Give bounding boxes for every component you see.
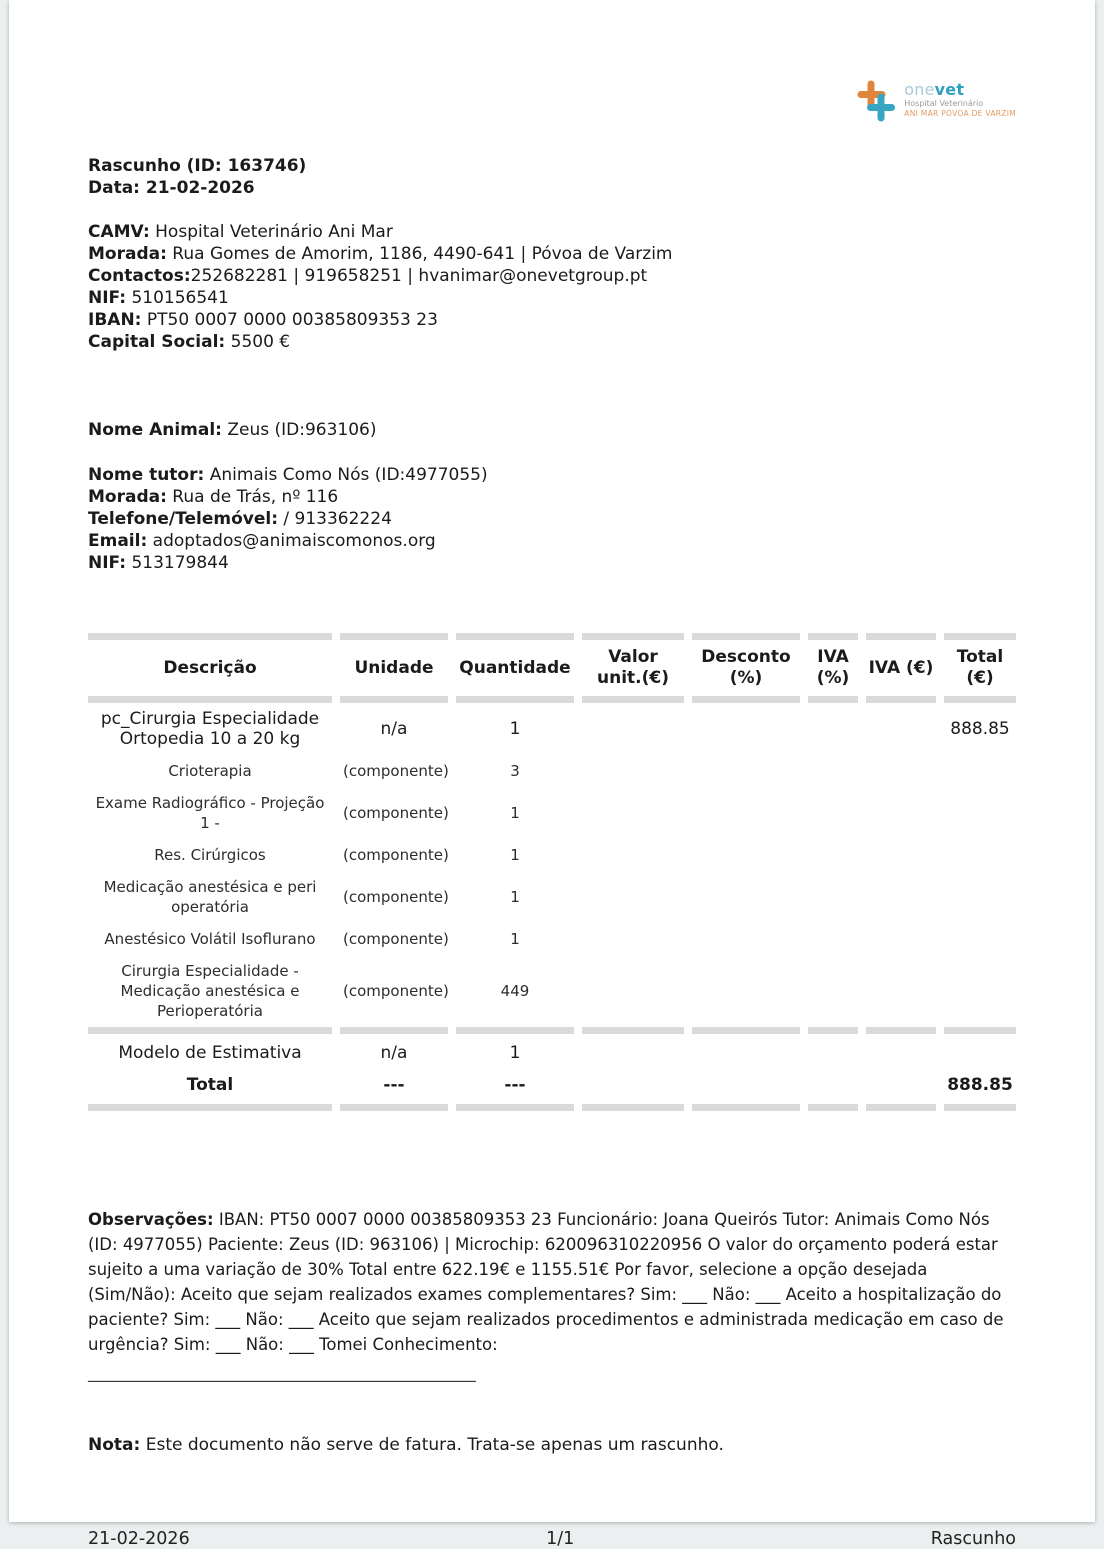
field-telefone-value: / 913362224	[278, 509, 392, 529]
field-morada-tutor-label: Morada:	[88, 487, 167, 507]
column-header-iva_pct: IVA (%)	[808, 633, 858, 703]
items-table	[80, 633, 1024, 1111]
cell-iva_pct	[808, 1027, 858, 1069]
field-morada-tutor	[88, 486, 1016, 508]
cell-unit: (componente)	[343, 804, 449, 822]
cell-description: Crioterapia	[168, 762, 252, 780]
field-contactos-value: 252682281 | 919658251 | hvanimar@onevetgroup.pt	[190, 266, 648, 286]
cell-total	[944, 787, 1016, 839]
table-row-component	[88, 871, 1016, 923]
cell-iva_pct	[808, 755, 858, 787]
field-telefone-label: Telefone/Telemóvel:	[88, 509, 278, 529]
field-nif-tutor-value: 513179844	[126, 553, 229, 573]
cell-iva_eur	[866, 955, 936, 1027]
clinic-info	[88, 221, 1016, 353]
footer-date: 21-02-2026	[88, 1529, 190, 1549]
cell-iva_eur	[866, 787, 936, 839]
cell-description: pc_Cirurgia Especialidade Ortopedia 10 a 20 kg	[100, 709, 320, 749]
draft-title: Rascunho (ID: 163746)	[88, 156, 307, 176]
table-row-component	[88, 839, 1016, 871]
cell-total	[944, 839, 1016, 871]
cell-desconto_pct	[692, 955, 800, 1027]
field-iban-label: IBAN:	[88, 310, 142, 330]
field-morada	[88, 243, 1016, 265]
note	[88, 1434, 1016, 1457]
cell-description: Modelo de Estimativa	[88, 1027, 332, 1069]
field-camv-label: CAMV:	[88, 222, 150, 242]
items-table-header	[88, 633, 1016, 703]
cell-valor_unit	[582, 839, 684, 871]
table-row-package	[88, 703, 1016, 755]
column-header-description: Descrição	[88, 633, 332, 703]
animal-info	[88, 419, 1016, 441]
column-header-total: Total (€)	[944, 633, 1016, 703]
cell-iva_eur	[866, 871, 936, 923]
field-nif-tutor-label: NIF:	[88, 553, 127, 573]
cell-valor_unit	[582, 923, 684, 955]
field-capital-social-value: 5500 €	[225, 332, 291, 352]
observations-label: Observações:	[88, 1210, 214, 1229]
cell-valor_unit	[582, 871, 684, 923]
cell-total	[944, 871, 1016, 923]
cell-description: Medicação anestésica e peri operatória	[103, 878, 317, 916]
items-table-body	[88, 703, 1016, 1111]
field-nome-animal-label: Nome Animal:	[88, 420, 222, 440]
cell-qty: 1	[510, 930, 520, 948]
cell-qty: 1	[510, 846, 520, 864]
draft-date: Data: 21-02-2026	[88, 178, 255, 198]
cell-valor_unit	[582, 1069, 684, 1111]
cell-desconto_pct	[692, 923, 800, 955]
cell-iva_pct	[808, 1069, 858, 1111]
cell-valor_unit	[582, 787, 684, 839]
field-nome-tutor-value: Animais Como Nós (ID:4977055)	[204, 465, 488, 485]
field-email	[88, 530, 1016, 552]
table-row-component	[88, 755, 1016, 787]
cell-iva_pct	[808, 839, 858, 871]
field-nif	[88, 287, 1016, 309]
header-row	[88, 633, 1016, 703]
tutor-info	[88, 464, 1016, 574]
cell-unit: (componente)	[343, 762, 449, 780]
cell-desconto_pct	[692, 787, 800, 839]
field-morada-value: Rua Gomes de Amorim, 1186, 4490-641 | Póvoa de Varzim	[166, 244, 673, 264]
cell-iva_pct	[808, 703, 858, 755]
cell-description: Cirurgia Especialidade - Medicação anestésica e Perioperatória	[120, 962, 300, 1020]
cell-desconto_pct	[692, 703, 800, 755]
field-nif-value: 510156541	[126, 288, 229, 308]
table-row-component	[88, 787, 1016, 839]
table-row-model	[88, 1027, 1016, 1069]
cell-total: 888.85	[950, 719, 1010, 739]
brand-name: onevet	[904, 80, 965, 99]
cell-iva_eur	[866, 755, 936, 787]
note-label: Nota:	[88, 1435, 141, 1455]
cell-description: Exame Radiográfico - Projeção 1 -	[95, 794, 325, 832]
page-content	[9, 78, 1095, 1549]
field-morada-tutor-value: Rua de Trás, nº 116	[166, 487, 339, 507]
field-camv	[88, 221, 1016, 243]
field-nome-animal-value: Zeus (ID:963106)	[221, 420, 377, 440]
cell-description: Anestésico Volátil Isoflurano	[104, 930, 316, 948]
cell-iva_eur	[866, 923, 936, 955]
cell-total	[944, 1027, 1016, 1069]
cell-unit: (componente)	[343, 930, 449, 948]
observations	[88, 1207, 1016, 1357]
cell-iva_pct	[808, 923, 858, 955]
cell-desconto_pct	[692, 1027, 800, 1069]
cell-unit: (componente)	[343, 888, 449, 906]
cell-desconto_pct	[692, 839, 800, 871]
cell-iva_eur	[866, 703, 936, 755]
cell-total	[944, 755, 1016, 787]
cell-iva_eur	[866, 839, 936, 871]
cell-unit: (componente)	[343, 846, 449, 864]
cell-qty: 3	[510, 762, 520, 780]
footer-doc-type: Rascunho	[930, 1529, 1016, 1549]
column-header-desconto_pct: Desconto (%)	[692, 633, 800, 703]
cell-desconto_pct	[692, 755, 800, 787]
cell-unit: ---	[340, 1069, 448, 1111]
field-nome-tutor	[88, 464, 1016, 486]
clinic-logo	[88, 78, 1016, 128]
pdf-page	[9, 0, 1095, 1549]
field-nif-label: NIF:	[88, 288, 127, 308]
cell-valor_unit	[582, 703, 684, 755]
cell-description: Res. Cirúrgicos	[154, 846, 266, 864]
cell-qty: 449	[500, 982, 530, 1000]
field-contactos-label: Contactos:	[88, 266, 191, 286]
cell-total	[944, 923, 1016, 955]
cell-iva_pct	[808, 871, 858, 923]
cell-iva_eur	[866, 1027, 936, 1069]
page-footer	[88, 1529, 1016, 1549]
field-nif-tutor	[88, 552, 1016, 574]
table-row-component	[88, 955, 1016, 1027]
cell-qty: 1	[509, 719, 521, 739]
field-capital-social	[88, 331, 1016, 353]
cell-qty: 1	[510, 804, 520, 822]
footer-page-number: 1/1	[546, 1529, 575, 1549]
field-morada-label: Morada:	[88, 244, 167, 264]
field-contactos	[88, 265, 1016, 287]
field-nome-animal	[88, 419, 1016, 441]
cell-desconto_pct	[692, 871, 800, 923]
column-header-unit: Unidade	[340, 633, 448, 703]
cell-valor_unit	[582, 755, 684, 787]
brand-subtitle: Hospital Veterinário	[904, 99, 984, 108]
column-header-valor_unit: Valor unit.(€)	[582, 633, 684, 703]
cell-unit: n/a	[340, 1027, 448, 1069]
field-capital-social-label: Capital Social:	[88, 332, 226, 352]
field-camv-value: Hospital Veterinário Ani Mar	[149, 222, 393, 242]
cell-qty: ---	[456, 1069, 574, 1111]
cell-iva_pct	[808, 787, 858, 839]
field-iban-value: PT50 0007 0000 00385809353 23	[141, 310, 438, 330]
field-iban	[88, 309, 1016, 331]
table-row-total	[88, 1069, 1016, 1111]
draft-header	[88, 155, 1016, 199]
cell-iva_eur	[866, 1069, 936, 1111]
cell-unit: n/a	[380, 719, 408, 739]
cell-valor_unit	[582, 955, 684, 1027]
cell-iva_pct	[808, 955, 858, 1027]
cell-desconto_pct	[692, 1069, 800, 1111]
note-text: Este documento não serve de fatura. Trata-se apenas um rascunho.	[140, 1435, 724, 1455]
cell-total: 888.85	[944, 1069, 1016, 1111]
observations-text: IBAN: PT50 0007 0000 00385809353 23 Funcionário: Joana Queirós Tutor: Animais Como Nós (ID: 4977055) Paciente: Zeus (ID: 963106) | Microchip: 620096310220956 O valor do orçamento poderá estar sujeito a uma variação de 30% Total entre 622.19€ e 1155.51€ Por favor, selecione a opção desejada (Sim/Não): Aceito que sejam realizados exames complementares? Sim: ___ Não: ___ Aceito a hospitalização do paciente? Sim: ___ Não: ___ Aceito que sejam realizados procedimentos e administrada medicação em caso de urgência? Sim: ___ Não: ___ Tomei Conhecimento:	[88, 1210, 1004, 1354]
field-nome-tutor-label: Nome tutor:	[88, 465, 205, 485]
cell-valor_unit	[582, 1027, 684, 1069]
column-header-iva_eur: IVA (€)	[866, 633, 936, 703]
column-header-qty: Quantidade	[456, 633, 574, 703]
field-email-value: adoptados@animaiscomonos.org	[147, 531, 436, 551]
cell-qty: 1	[456, 1027, 574, 1069]
cell-total	[944, 955, 1016, 1027]
cell-description: Total	[88, 1069, 332, 1111]
signature-line: _______________________________________________	[88, 1363, 476, 1382]
cell-qty: 1	[510, 888, 520, 906]
field-telefone	[88, 508, 1016, 530]
brand-location: ANI MAR PÓVOA DE VARZIM	[904, 109, 1016, 118]
field-email-label: Email:	[88, 531, 148, 551]
onevet-cross-icon	[855, 78, 897, 124]
table-row-component	[88, 923, 1016, 955]
cell-unit: (componente)	[343, 982, 449, 1000]
